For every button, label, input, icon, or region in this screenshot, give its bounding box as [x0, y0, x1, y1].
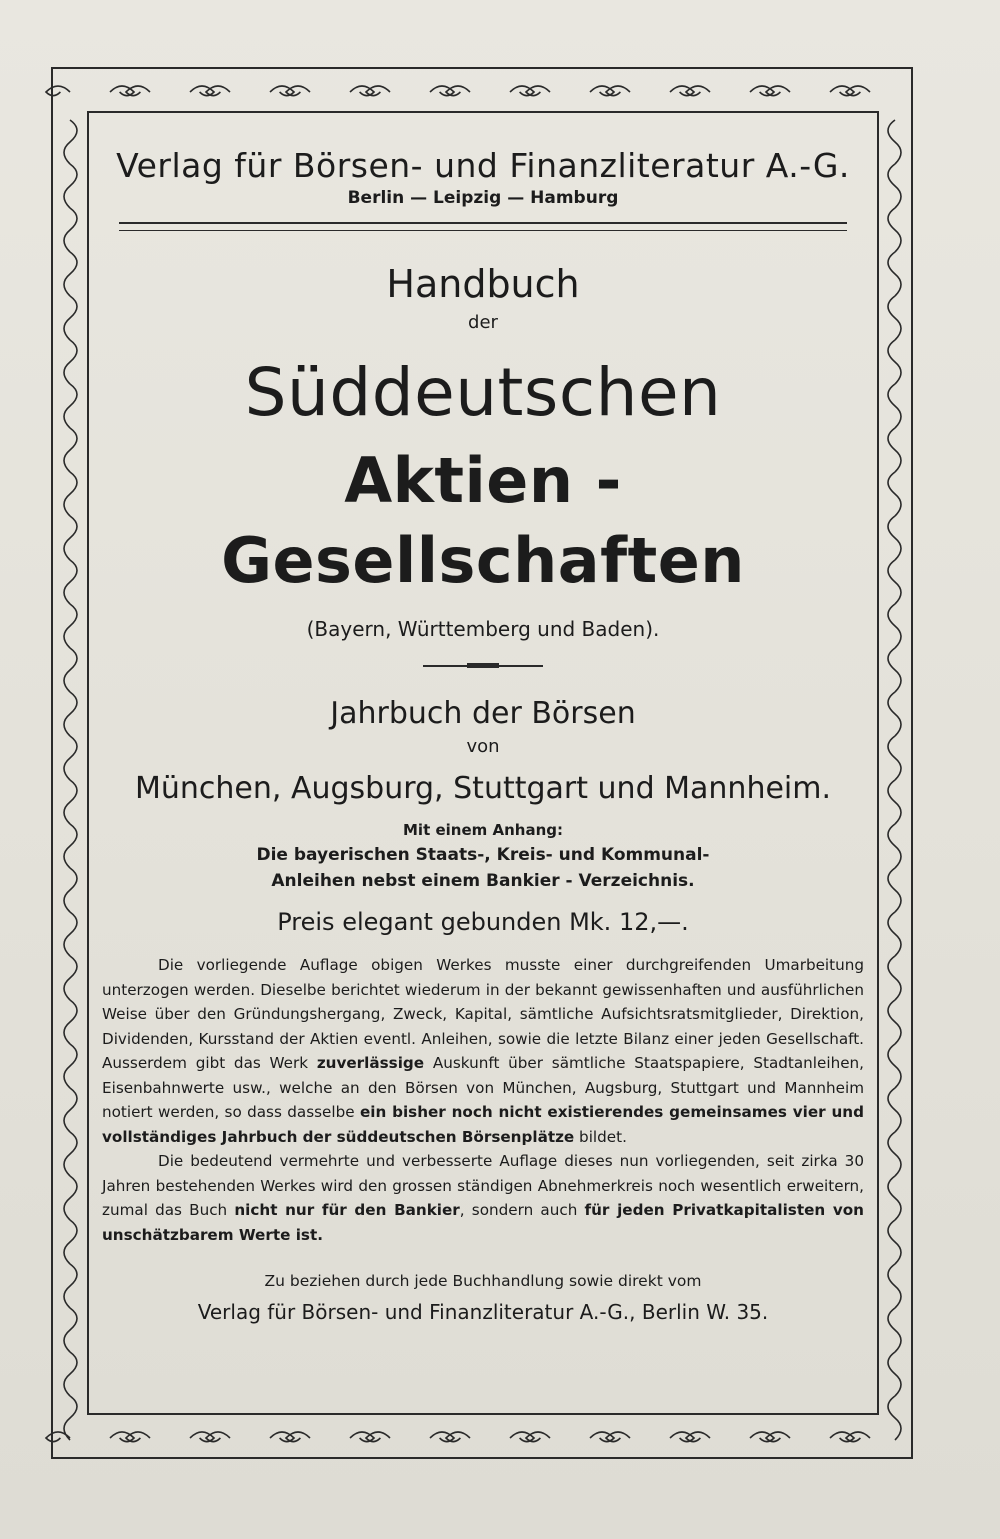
appendix-label: Mit einem Anhang: [403, 821, 563, 839]
vine-curl [366, 86, 390, 96]
double-rule [119, 222, 847, 231]
vine-curl [64, 1396, 77, 1440]
vine-curl [670, 86, 694, 96]
vine-curl [510, 86, 534, 96]
vine-curl [750, 1432, 774, 1442]
vine-curl [64, 428, 77, 472]
vine-curl [286, 86, 310, 96]
vine-curl [64, 1264, 77, 1308]
vine-curl [888, 868, 901, 912]
vine-curl [64, 780, 77, 824]
vine-curl [526, 86, 550, 96]
vine-curl [64, 1176, 77, 1220]
vine-curl [606, 1432, 630, 1442]
text-run: Die bedeutend vermehrte und verbesserte Auflage dieses nun vorliegenden, seit zirka 30 Jahren bestehenden Werkes wird den grossen ständigen Abnehmerkreis noch wesentlich erweitern, zumal das Buch [102, 1152, 864, 1219]
vine-curl [888, 428, 901, 472]
vine-curl [430, 86, 454, 96]
vine-curl [446, 1432, 470, 1442]
vine-curl [888, 1396, 901, 1440]
vine-curl [206, 86, 230, 96]
vine-curl [888, 384, 901, 428]
vine-curl [888, 824, 901, 868]
vine-curl [888, 252, 901, 296]
text-run: Die vorliegende Auflage obigen Werkes musste einer durchgreifenden Umarbeitung unterzogen werden. Dieselbe berichtet wiederum in der bekannt gewissenhaften und ausführlichen Weise über den Gründungshergang, Zweck, Kapital, sämtliche Aufsichtsratsmitglieder, Direktion, Dividenden, Kursstand der Aktien eventl. Anleihen, sowie die letzte Bilanz einer jeden Gesellschaft. Ausserdem gibt das Werk [102, 956, 864, 1072]
vine-curl [126, 86, 150, 96]
vine-curl [888, 1088, 901, 1132]
vine-curl [270, 86, 294, 96]
vine-curl [888, 1132, 901, 1176]
vine-curl [888, 1352, 901, 1396]
vine-curl [830, 86, 854, 96]
publisher-name: Verlag für Börsen- und Finanzliteratur A.-G. [116, 146, 850, 185]
vine-curl [888, 120, 901, 164]
vine-curl [766, 86, 790, 96]
footer-line-2: Verlag für Börsen- und Finanzliteratur A.-G., Berlin W. 35. [197, 1300, 769, 1324]
vine-curl [190, 86, 214, 96]
vine-curl [270, 1432, 294, 1442]
vine-curl [64, 956, 77, 1000]
vine-curl [64, 252, 77, 296]
vine-curl [446, 86, 470, 96]
vine-curl [846, 1432, 870, 1442]
title-line-1: Süddeutschen [244, 354, 722, 431]
divider [423, 665, 543, 667]
vine-curl [510, 1432, 534, 1442]
vine-curl [64, 1088, 77, 1132]
yearbook-title: Jahrbuch der Börsen [330, 696, 636, 731]
vine-curl [366, 1432, 390, 1442]
price: Preis elegant gebunden Mk. 12,—. [277, 908, 689, 936]
yearbook-cities: München, Augsburg, Stuttgart und Mannheim. [134, 771, 832, 806]
vine-curl [286, 1432, 310, 1442]
vine-curl [888, 1264, 901, 1308]
vine-curl [888, 912, 901, 956]
vine-curl [766, 1432, 790, 1442]
vine-curl [846, 86, 870, 96]
vine-curl [526, 1432, 550, 1442]
description-paragraph-1 [102, 953, 864, 1149]
vine-curl [830, 1432, 854, 1442]
vine-curl [888, 956, 901, 1000]
text-run-bold: ein bisher noch nicht existierendes gemeinsames vier und vollständiges Jahrbuch der süddeutschen Börsenplätze [102, 1103, 864, 1146]
vine-curl [888, 780, 901, 824]
text-run-bold: nicht nur für den Bankier [234, 1201, 460, 1219]
vine-curl [110, 86, 134, 96]
vine-curl [64, 604, 77, 648]
vine-curl [888, 560, 901, 604]
vine-curl [64, 208, 77, 252]
vine-curl [888, 1220, 901, 1264]
vine-curl [888, 648, 901, 692]
vine-curl [430, 1432, 454, 1442]
vine-curl [64, 120, 77, 164]
vine-curl [888, 516, 901, 560]
vine-curl [64, 384, 77, 428]
footer-line-1: Zu beziehen durch jede Buchhandlung sowie direkt vom [264, 1272, 702, 1290]
appendix-line-2: Anleihen nebst einem Bankier - Verzeichnis. [271, 871, 695, 891]
vine-curl [888, 472, 901, 516]
text-run: Auskunft über sämtliche Staatspapiere, Stadtanleihen, Eisenbahnwerte usw., welche an den Börsen von München, Augsburg, Stuttgart und Mannheim notiert werden, so dass dasselbe [102, 1054, 864, 1121]
advertisement-content [100, 140, 866, 1327]
text-run-bold: für jeden Privatkapitalisten von unschätzbarem Werte ist. [102, 1201, 864, 1244]
text-run: , sondern auch [459, 1201, 585, 1219]
vine-curl [64, 692, 77, 736]
title-der: der [468, 312, 498, 333]
vine-curl [64, 340, 77, 384]
text-run-bold: zuverlässige [316, 1054, 425, 1072]
vine-curl [888, 1000, 901, 1044]
vine-curl [64, 868, 77, 912]
vine-curl [606, 86, 630, 96]
vine-curl [64, 164, 77, 208]
vine-curl [64, 824, 77, 868]
vine-curl [590, 86, 614, 96]
vine-curl [888, 604, 901, 648]
vine-curl [64, 1132, 77, 1176]
vine-curl [64, 736, 77, 780]
vine-curl [64, 560, 77, 604]
vine-curl [64, 296, 77, 340]
yearbook-von: von [466, 736, 500, 757]
title-handbuch: Handbuch [386, 262, 580, 306]
vine-curl [64, 912, 77, 956]
vine-curl [46, 86, 70, 96]
vine-curl [888, 1044, 901, 1088]
vine-curl [126, 1432, 150, 1442]
vine-curl [590, 1432, 614, 1442]
vine-curl [686, 1432, 710, 1442]
vine-curl [888, 164, 901, 208]
title-regions: (Bayern, Württemberg und Baden). [306, 617, 660, 641]
vine-curl [64, 516, 77, 560]
vine-curl [888, 1308, 901, 1352]
title-line-2: Aktien - Gesellschaften [221, 444, 745, 597]
vine-curl [110, 1432, 134, 1442]
vine-curl [888, 340, 901, 384]
vine-curl [64, 648, 77, 692]
description [100, 953, 866, 1247]
vine-curl [888, 208, 901, 252]
vine-curl [888, 736, 901, 780]
description-paragraph-2 [102, 1149, 864, 1247]
publisher-cities: Berlin — Leipzig — Hamburg [347, 188, 619, 208]
text-run: bildet. [574, 1127, 627, 1146]
vine-curl [750, 86, 774, 96]
vine-curl [64, 1220, 77, 1264]
vine-curl [206, 1432, 230, 1442]
appendix-line-1: Die bayerischen Staats-, Kreis- und Kommunal- [256, 845, 710, 865]
vine-curl [190, 1432, 214, 1442]
vine-curl [64, 1044, 77, 1088]
vine-curl [888, 296, 901, 340]
vine-curl [670, 1432, 694, 1442]
vine-curl [350, 1432, 374, 1442]
vine-curl [888, 692, 901, 736]
vine-curl [350, 86, 374, 96]
vine-curl [888, 1176, 901, 1220]
vine-curl [64, 1308, 77, 1352]
vine-curl [64, 472, 77, 516]
vine-curl [64, 1000, 77, 1044]
vine-curl [64, 1352, 77, 1396]
vine-curl [686, 86, 710, 96]
